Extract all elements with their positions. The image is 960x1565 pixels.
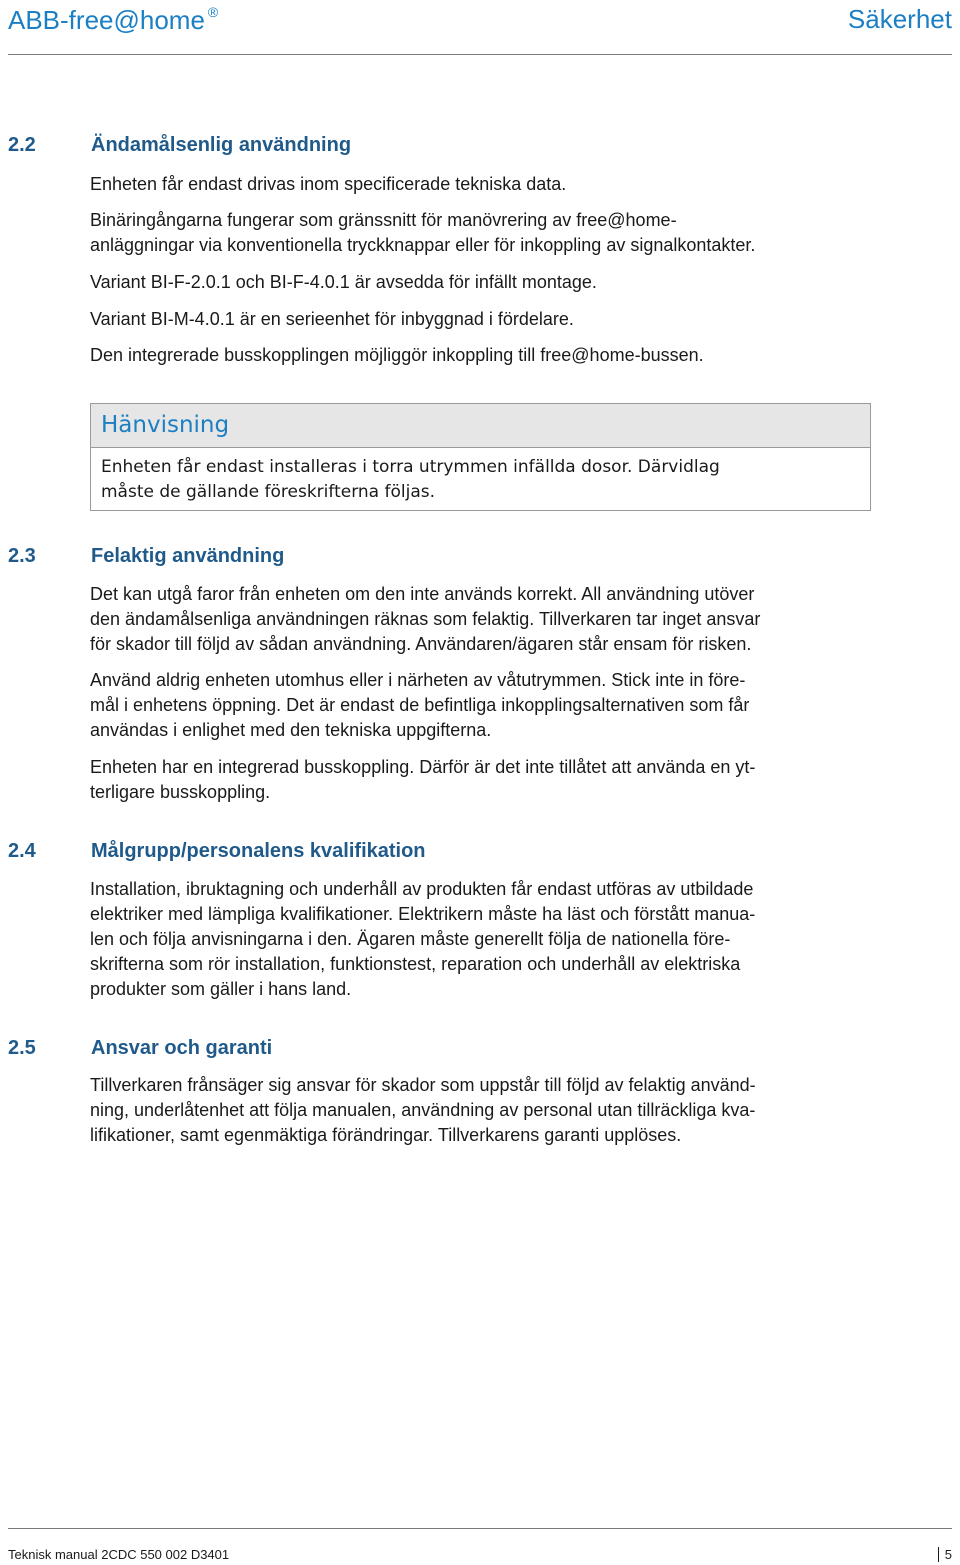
text-line: Variant BI-M-4.0.1 är en serieenhet för inbyggnad i fördelare. [90, 309, 574, 329]
brand-title [8, 4, 218, 36]
heading-text: Ansvar och garanti [91, 1037, 273, 1059]
heading-2-4 [8, 840, 426, 863]
heading-number: 2.2 [8, 134, 36, 156]
heading-text: Felaktig användning [91, 545, 285, 567]
text-line: den ändamålsenliga användningen räknas som felaktig. Tillverkaren tar inget ansvar [90, 609, 761, 629]
text-line: elektriker med lämpliga kvalifikationer. Elektrikern måste ha läst och förstått manua- [90, 904, 756, 924]
paragraph [90, 877, 910, 1002]
text-line: lifikationer, samt egenmäktiga förändringar. Tillverkarens garanti upplöses. [90, 1125, 682, 1145]
paragraph [90, 1073, 910, 1148]
text-line: Enheten får endast drivas inom specificerade tekniska data. [90, 174, 567, 194]
note-box [90, 403, 871, 511]
text-line: len och följa anvisningarna i den. Ägaren måste generellt följa de nationella före- [90, 929, 731, 949]
paragraph [90, 208, 910, 258]
page-footer [8, 1528, 952, 1565]
text-line: måste de gällande föreskrifterna följas. [101, 482, 435, 502]
text-line: anläggningar via konventionella tryckknappar eller för inkoppling av signalkontakter. [90, 235, 756, 255]
paragraph [90, 755, 910, 805]
paragraph [90, 307, 910, 332]
note-title: Hänvisning [101, 412, 230, 438]
text-line: terligare busskoppling. [90, 782, 271, 802]
paragraph [90, 582, 910, 657]
paragraph [90, 172, 910, 197]
heading-number: 2.4 [8, 840, 36, 862]
text-line: Den integrerade busskopplingen möjliggör inkoppling till free@home-bussen. [90, 345, 704, 365]
text-line: Enheten får endast installeras i torra utrymmen infällda dosor. Därvidlag [101, 457, 720, 477]
text-line: användas i enlighet med den tekniska uppgifterna. [90, 720, 492, 740]
paragraph [90, 343, 910, 368]
heading-2-3 [8, 545, 284, 568]
text-line: Använd aldrig enheten utomhus eller i närheten av våtutrymmen. Stick inte in före- [90, 670, 746, 690]
brand-name: ABB-free@home [8, 5, 205, 35]
page-number: 5 [938, 1547, 952, 1562]
text-line: Variant BI-F-2.0.1 och BI-F-4.0.1 är avsedda för infällt montage. [90, 272, 597, 292]
text-line: Installation, ibruktagning och underhåll av produkten får endast utföras av utbildade [90, 879, 754, 899]
paragraph [90, 668, 910, 743]
paragraph [90, 270, 910, 295]
heading-2-2 [8, 134, 351, 157]
heading-number: 2.5 [8, 1037, 36, 1059]
text-line: skrifterna som rör installation, funktionstest, reparation och underhåll av elektriska [90, 954, 741, 974]
heading-number: 2.3 [8, 545, 36, 567]
heading-text: Ändamålsenlig användning [91, 134, 352, 156]
note-body [101, 455, 720, 505]
page-header [8, 0, 952, 55]
heading-text: Målgrupp/personalens kvalifikation [91, 840, 426, 862]
text-line: ning, underlåtenhet att följa manualen, användning av personal utan tillräckliga kva- [90, 1100, 756, 1120]
text-line: Det kan utgå faror från enheten om den inte används korrekt. All användning utöver [90, 584, 755, 604]
heading-2-5 [8, 1037, 272, 1060]
text-line: produkter som gäller i hans land. [90, 979, 352, 999]
text-line: mål i enhetens öppning. Det är endast de befintliga inkopplingsalternativen som får [90, 695, 750, 715]
document-id: Teknisk manual 2CDC 550 002 D3401 [8, 1547, 230, 1562]
text-line: Tillverkaren frånsäger sig ansvar för skador som uppstår till följd av felaktig använd- [90, 1075, 756, 1095]
text-line: Enheten har en integrerad busskoppling. Därför är det inte tillåtet att använda en yt- [90, 757, 756, 777]
chapter-title: Säkerhet [847, 4, 952, 34]
registered-mark: ® [207, 4, 219, 20]
text-line: för skador till följd av sådan användning. Användaren/ägaren står ensam för risken. [90, 634, 752, 654]
text-line: Binäringångarna fungerar som gränssnitt för manövrering av free@home- [90, 210, 677, 230]
